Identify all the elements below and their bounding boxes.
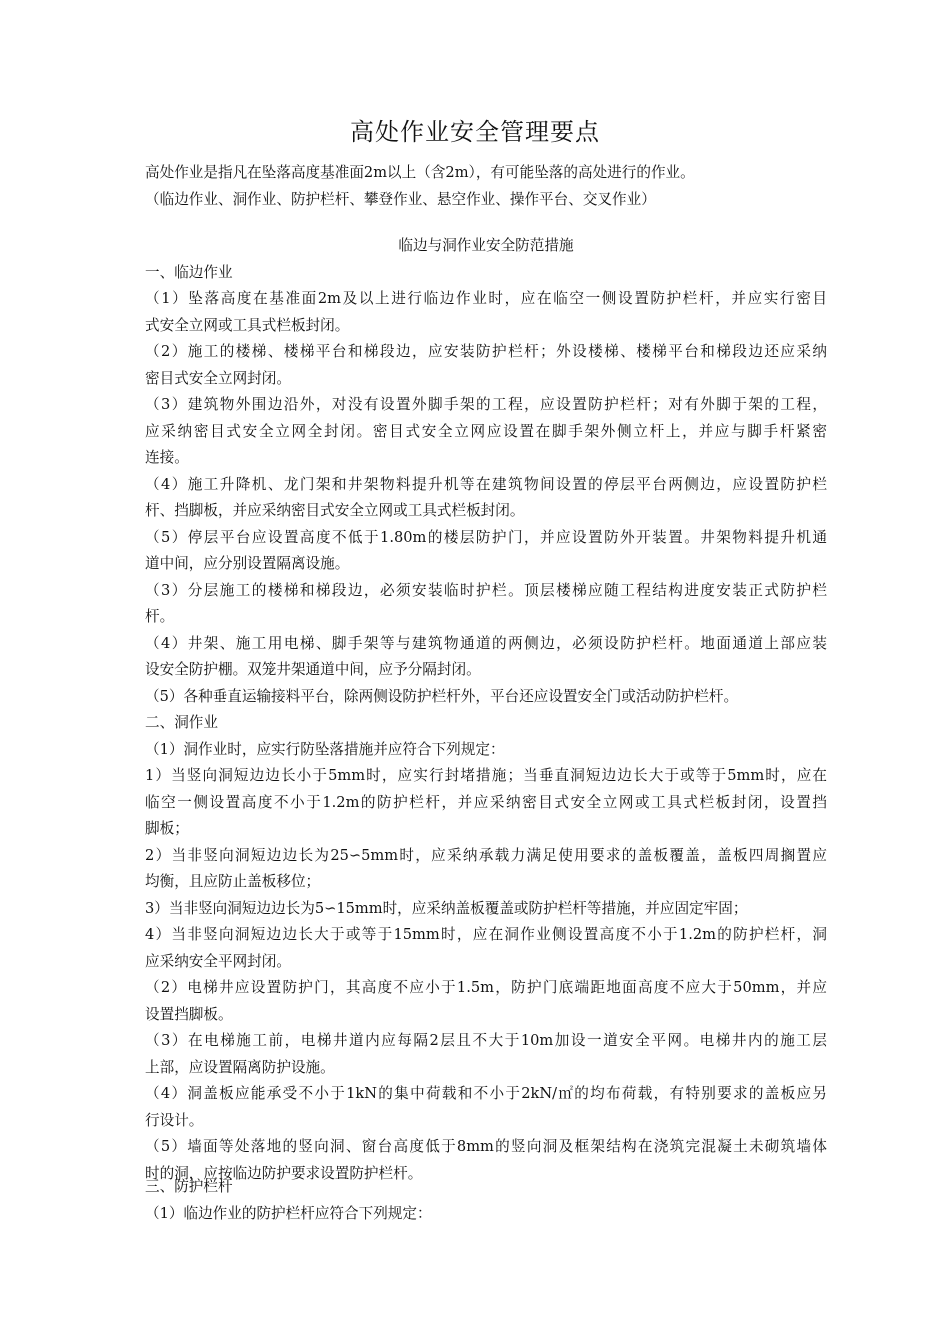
- paragraph-line: 连接。: [145, 449, 189, 466]
- paragraph-line: （4）井架、施工用电梯、脚手架等与建筑物通道的两侧边，必须设防护栏杆。地面通道上部应装: [145, 634, 827, 652]
- paragraph-line: 时的洞，应按临边防护要求设置防护栏杆。: [145, 1164, 423, 1182]
- paragraph-line: （2）电梯井应设置防护门，其高度不应小于1.5m，防护门底端距地面高度不应大于50mm，并应: [145, 979, 827, 996]
- paragraph-line: （1）洞作业时，应实行防坠落措施并应符合下列规定：: [145, 740, 505, 758]
- paragraph-line: 1）当竖向洞短边边长小于5mm时，应实行封堵措施；当垂直洞短边边长大于或等于5mm时，应在: [145, 767, 827, 784]
- section-heading: 临边与洞作业安全防范措施: [398, 237, 574, 254]
- tail-block: [145, 1174, 827, 1227]
- paragraph-line: 脚板；: [145, 820, 189, 837]
- paragraph-line: 道中间，应分别设置隔离设施。: [145, 555, 350, 572]
- subsection-heading-opening-work: 二、洞作业: [145, 714, 218, 731]
- paragraph-line: （1）坠落高度在基准面2m及以上进行临边作业时，应在临空一侧设置防护栏杆，并应实行密目: [145, 290, 827, 307]
- paragraph-line: （5）各种垂直运输接料平台，除两侧设防护栏杆外，平台还应设置安全门或活动防护栏杆。: [145, 687, 739, 705]
- paragraph-line: （3）在电梯施工前，电梯井道内应每隔2层且不大于10m加设一道安全平网。电梯井内的施工层: [145, 1032, 827, 1049]
- paragraph-line: 4）当非竖向洞短边边长大于或等于15mm时，应在洞作业侧设置高度不小于1.2m的防护栏杆，洞: [145, 926, 827, 943]
- paragraph-line: 式安全立网或工具式栏板封闭。: [145, 316, 350, 334]
- paragraph-line: （3）建筑物外围边沿外，对没有设置外脚手架的工程，应设置防护栏杆；对有外脚于架的工程，: [145, 396, 827, 413]
- paragraph-line: 杆。: [145, 608, 175, 625]
- intro-block: [145, 160, 827, 213]
- subsection-heading-guardrail: 三、防护栏杆: [145, 1178, 233, 1195]
- paragraph-line: 临空一侧设置高度不小于1.2m的防护栏杆，并应采纳密目式安全立网或工具式栏板封闭，设置挡: [145, 793, 827, 811]
- intro-line: 高处作业是指凡在坠落高度基准面2m以上（含2m），有可能坠落的高处进行的作业。: [145, 164, 695, 181]
- subsection-heading-edge-work: 一、临边作业: [145, 263, 233, 281]
- paragraph-line: 设安全防护棚。双笼井架通道中间，应予分隔封闭。: [145, 661, 481, 678]
- paragraph-line: 均衡，且应防止盖板移位；: [145, 873, 321, 890]
- paragraph-line: 行设计。: [145, 1111, 204, 1129]
- paragraph-line: （3）分层施工的楼梯和梯段边，必须安装临时护栏。顶层楼梯应随工程结构进度安装正式防护栏: [145, 581, 827, 599]
- paragraph-line: 应采纳安全平网封闭。: [145, 952, 291, 970]
- paragraph-line: （1）临边作业的防护栏杆应符合下列规定：: [145, 1204, 432, 1222]
- paragraph-line: 应采纳密目式安全立网全封闭。密目式安全立网应设置在脚手架外侧立杆上，并应与脚手杆紧密: [145, 422, 827, 440]
- paragraph-line: （4）洞盖板应能承受不小于1kN的集中荷载和不小于2kN/㎡的均布荷载，有特别要求的盖板应另: [145, 1085, 827, 1102]
- main-block: [145, 233, 827, 1187]
- paragraph-line: （4）施工升降机、龙门架和井架物料提升机等在建筑物间设置的停层平台两侧边，应设置防护栏: [145, 475, 827, 493]
- paragraph-line: 上部，应设置隔离防护设施。: [145, 1058, 335, 1076]
- paragraph-line: 3）当非竖向洞短边边长为5∽15mm时，应采纳盖板覆盖或防护栏杆等措施，并应固定牢固；: [145, 899, 748, 917]
- paragraph-line: （5）墙面等处落地的竖向洞、窗台高度低于8mm的竖向洞及框架结构在浇筑完混凝土未砌筑墙体: [145, 1138, 827, 1155]
- paragraph-line: （5）停层平台应设置高度不低于1.80m的楼层防护门，并应设置防外开装置。井架物料提升机通: [145, 528, 827, 546]
- paragraph-line: 设置挡脚板。: [145, 1005, 233, 1023]
- intro-line: （临边作业、洞作业、防护栏杆、攀登作业、悬空作业、操作平台、交叉作业）: [145, 190, 656, 208]
- paragraph-line: 杆、挡脚板，并应采纳密目式安全立网或工具式栏板封闭。: [145, 502, 525, 519]
- page-title: 高处作业安全管理要点: [350, 118, 600, 146]
- paragraph-line: （2）施工的楼梯、楼梯平台和梯段边，应安装防护栏杆；外设楼梯、楼梯平台和梯段边还应采纳: [145, 343, 827, 360]
- paragraph-line: 密目式安全立网封闭。: [145, 369, 291, 387]
- paragraph-line: 2）当非竖向洞短边边长为25∽5mm时，应采纳承载力满足使用要求的盖板覆盖，盖板四周搁置应: [145, 846, 827, 864]
